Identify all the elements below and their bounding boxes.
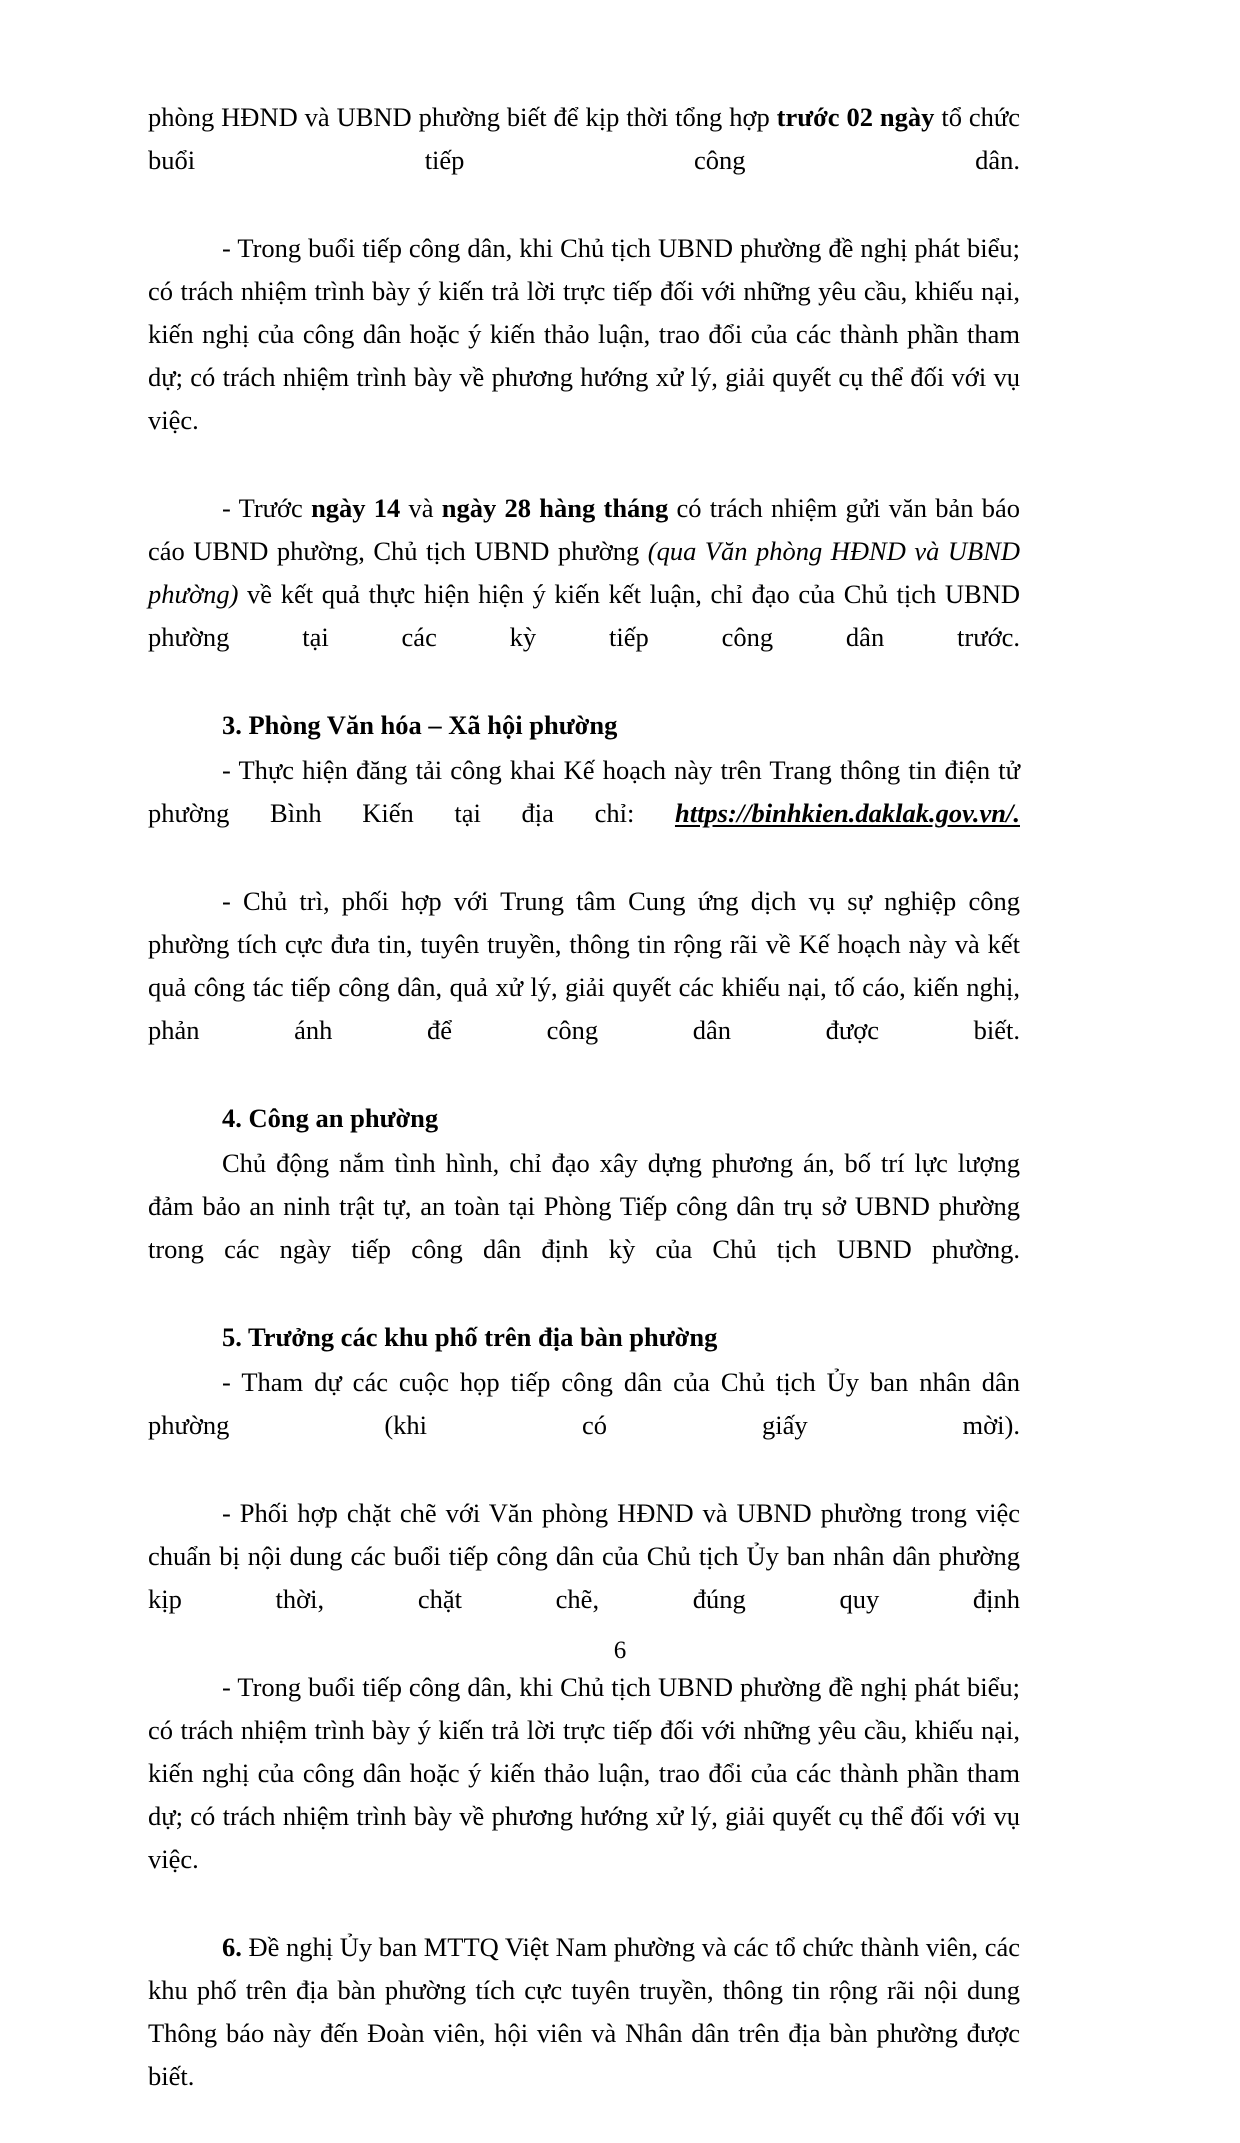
text-run: - Tham dự các cuộc họp tiếp công dân của Chủ tịch Ủy ban nhân dân phường (khi có giấy mời). xyxy=(148,1367,1020,1440)
text-run: và xyxy=(400,493,442,523)
text-run: Chủ động nắm tình hình, chỉ đạo xây dựng phương án, bố trí lực lượng đảm bảo an ninh trật tự, an toàn tại Phòng Tiếp công dân trụ sở UBND phường trong các ngày tiếp công dân định kỳ của Chủ tịch UBND phường. xyxy=(148,1148,1020,1264)
bold-run-truoc-02-ngay: trước 02 ngày xyxy=(776,102,935,132)
text-run: - Chủ trì, phối hợp với Trung tâm Cung ứng dịch vụ sự nghiệp công phường tích cực đưa tin, tuyên truyền, thông tin rộng rãi về Kế hoạch này và kết quả công tác tiếp công dân, quả xử lý, giải quyết các khiếu nại, tố cáo, kiến nghị, phản ánh để công dân được biết. xyxy=(148,886,1020,1045)
paragraph-cong-an-phuong xyxy=(148,1142,1020,1314)
text-run: - Trong buổi tiếp công dân, khi Chủ tịch UBND phường đề nghị phát biểu; có trách nhiệm trình bày ý kiến trả lời trực tiếp đối với những yêu cầu, khiếu nại, kiến nghị của công dân hoặc ý kiến thảo luận, trao đổi của các thành phần tham dự; có trách nhiệm trình bày về phương hướng xử lý, giải quyết cụ thể đối với vụ việc. xyxy=(148,233,1020,435)
paragraph-bao-cao-dinh-ky xyxy=(148,487,1020,702)
paragraph-de-nghi-mttq xyxy=(148,1926,1020,2141)
text-run: về kết quả thực hiện hiện ý kiến kết luận, chỉ đạo của Chủ tịch UBND phường tại các kỳ tiếp công dân trước. xyxy=(148,579,1020,652)
text-run: có trách nhiệm gửi văn bản báo cáo UBND phường, Chủ tịch UBND phường xyxy=(148,493,1020,566)
italic-run-qua-van-phong: (qua Văn phòng HĐND và UBND phường) xyxy=(148,536,1020,609)
page-number: 6 xyxy=(613,1637,627,1664)
paragraph-tiep-cong-dan-1 xyxy=(148,227,1020,485)
bold-run-item-6: 6. xyxy=(222,1932,242,1962)
bold-run-ngay-14: ngày 14 xyxy=(311,493,401,523)
paragraph-tiep-cong-dan-2 xyxy=(148,1666,1020,1924)
text-run: tổ chức buổi tiếp công dân. xyxy=(148,102,1020,175)
text-run: - Thực hiện đăng tải công khai Kế hoạch này trên Trang thông tin điện tử phường Bình Kiến tại địa chỉ: xyxy=(148,755,1020,828)
bold-run-ngay-28-hang-thang: ngày 28 hàng tháng xyxy=(441,493,669,523)
section-heading-4: 4. Công an phường xyxy=(222,1103,439,1133)
section-heading-5: 5. Trưởng các khu phố trên địa bàn phường xyxy=(222,1322,718,1352)
text-run: - Trong buổi tiếp công dân, khi Chủ tịch UBND phường đề nghị phát biểu; có trách nhiệm trình bày ý kiến trả lời trực tiếp đối với những yêu cầu, khiếu nại, kiến nghị của công dân hoặc ý kiến thảo luận, trao đổi của các thành phần tham dự; có trách nhiệm trình bày về phương hướng xử lý, giải quyết cụ thể đối với vụ việc. xyxy=(148,1672,1020,1874)
text-run: phòng HĐND và UBND phường biết để kịp thời tổng hợp xyxy=(148,102,777,132)
paragraph-tham-du-cuoc-hop xyxy=(148,1361,1020,1490)
paragraph-dang-tai-cong-khai xyxy=(148,749,1020,878)
paragraph-intro xyxy=(148,96,1020,225)
text-run: - Phối hợp chặt chẽ với Văn phòng HĐND và UBND phường trong việc chuẩn bị nội dung các buổi tiếp công dân của Chủ tịch Ủy ban nhân dân phường kịp thời, chặt chẽ, đúng quy định xyxy=(148,1498,1020,1614)
website-link[interactable]: https://binhkien.daklak.gov.vn/. xyxy=(674,798,1020,828)
text-run: Đề nghị Ủy ban MTTQ Việt Nam phường và các tổ chức thành viên, các khu phố trên địa bàn phường tích cực tuyên truyền, thông tin rộng rãi nội dung Thông báo này đến Đoàn viên, hội viên và Nhân dân trên địa bàn phường được biết. xyxy=(148,1932,1020,2091)
paragraph-chu-tri-phoi-hop xyxy=(148,880,1020,1095)
text-run: - Trước xyxy=(222,493,312,523)
section-heading-3: 3. Phòng Văn hóa – Xã hội phường xyxy=(222,710,618,740)
document-body xyxy=(148,96,1020,2143)
